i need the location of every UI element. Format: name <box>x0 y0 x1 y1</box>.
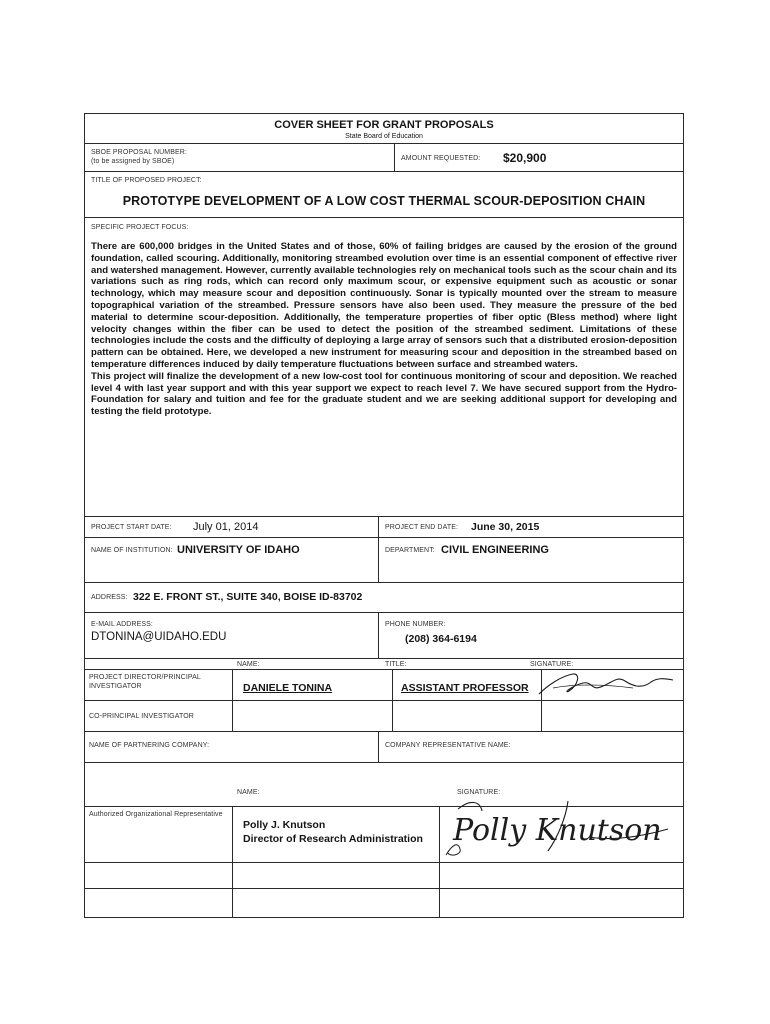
authorized-rep-name: Polly J. Knutson <box>243 819 326 831</box>
personnel-signature-header: SIGNATURE: <box>530 661 574 668</box>
pi-label: PROJECT DIRECTOR/PRINCIPAL INVESTIGATOR <box>89 674 201 690</box>
project-focus-text <box>85 241 683 418</box>
pi-name: DANIELE TONINA <box>243 682 333 694</box>
end-date-label: PROJECT END DATE: <box>385 524 459 531</box>
copi-row <box>85 701 683 732</box>
form-header <box>85 114 683 144</box>
authorized-rep-title: Director of Research Administration <box>243 833 423 845</box>
authorization-name-header: NAME: <box>237 789 260 796</box>
project-focus-label: SPECIFIC PROJECT FOCUS: <box>91 224 189 231</box>
department-label: DEPARTMENT: <box>385 547 435 554</box>
pi-title: ASSISTANT PROFESSOR <box>401 682 529 694</box>
cover-sheet-form <box>84 113 684 918</box>
personnel-name-header: NAME: <box>237 661 260 668</box>
phone-value: (208) 364-6194 <box>405 633 477 645</box>
blank-row-1 <box>85 863 683 889</box>
authorized-signature-flourish <box>440 797 680 859</box>
email-value: DTONINA@UIDAHO.EDU <box>91 631 227 643</box>
proposal-number-label: SBOE PROPOSAL NUMBER: <box>91 149 187 156</box>
personnel-title-header: TITLE: <box>385 661 407 668</box>
department-value: CIVIL ENGINEERING <box>441 544 549 556</box>
project-focus-row <box>85 218 683 517</box>
institution-label: NAME OF INSTITUTION: <box>91 547 173 554</box>
blank-row-2 <box>85 889 683 917</box>
copi-label: CO-PRINCIPAL INVESTIGATOR <box>89 713 194 720</box>
email-label: E-MAIL ADDRESS: <box>91 621 153 628</box>
focus-paragraph-2: This project will finalize the development of a new low-cost tool for continuous monitoring of scour and deposition. We reached level 4 with last year support and with this year support we expect to reach level 7. We have secured support from the Hydro-Foundation for salary and tuition and fee for the graduate student and we are seeking additional support for developing and testing the field prototype. <box>91 370 677 418</box>
form-title: COVER SHEET FOR GRANT PROPOSALS <box>274 119 494 131</box>
authorized-rep-row <box>85 807 683 863</box>
address-row <box>85 583 683 613</box>
pi-signature-image <box>533 666 683 702</box>
project-title-row <box>85 172 683 218</box>
amount-requested-label: AMOUNT REQUESTED: <box>401 155 481 162</box>
proposal-number-note: (to be assigned by SBOE) <box>91 158 175 165</box>
form-subtitle: State Board of Education <box>345 133 423 140</box>
end-date-value: June 30, 2015 <box>471 521 540 533</box>
start-date-label: PROJECT START DATE: <box>91 524 172 531</box>
authorized-rep-signature: Polly Knutson <box>453 813 662 848</box>
start-date-value: July 01, 2014 <box>193 521 259 533</box>
project-dates-row <box>85 517 683 538</box>
address-value: 322 E. FRONT ST., SUITE 340, BOISE ID-83702 <box>133 591 363 603</box>
institution-value: UNIVERSITY OF IDAHO <box>177 544 300 556</box>
project-title: PROTOTYPE DEVELOPMENT OF A LOW COST THERMAL SCOUR-DEPOSITION CHAIN <box>122 194 646 208</box>
phone-label: PHONE NUMBER: <box>385 621 446 628</box>
company-rep-label: COMPANY REPRESENTATIVE NAME: <box>385 742 511 749</box>
focus-paragraph-1: There are 600,000 bridges in the United States and of those, 60% of failing bridges are caused by the erosion of the ground foundation, called scouring. Additionally, monitoring streambed evolution over time is an essential component of effective river and watershed management. However, currently available technologies rely on mechanical tools such as the scour chain and its variations such as ring rods, which can record only maximum scour, or expensive equipment such as acoustic or sonar technology, which may measure scour and deposition continuously. Sonar is typically mounted over the stream to measure topographical variation of the streambed. Pressure sensors have also been used. They measure the pressure of the bed material to determine scour-deposition. Additionally, the temperature properties of fiber optic (Bless method) where light velocity changes within the fiber can be used to detect the position of the streambed sediment. Limitations of these technologies include the costs and the difficulty of deploying a large array of sensors such that a distributed erosion-deposition pattern can be obtained. Here, we developed a new instrument for measuring scour and deposition in the streambed based on temperature differences induced by daily temperature fluctuations between surface and streambed waters. <box>91 241 677 370</box>
contact-row <box>85 613 683 659</box>
address-label: ADDRESS: <box>91 594 128 601</box>
partner-row <box>85 732 683 763</box>
authorized-rep-label: Authorized Organizational Representative <box>89 811 223 818</box>
proposal-number-row <box>85 144 683 172</box>
institution-row <box>85 538 683 583</box>
partner-label: NAME OF PARTNERING COMPANY: <box>89 742 210 749</box>
project-title-label: TITLE OF PROPOSED PROJECT: <box>91 177 202 184</box>
pi-row <box>85 670 683 701</box>
authorization-signature-header: SIGNATURE: <box>457 789 501 796</box>
amount-requested-value: $20,900 <box>503 151 547 165</box>
